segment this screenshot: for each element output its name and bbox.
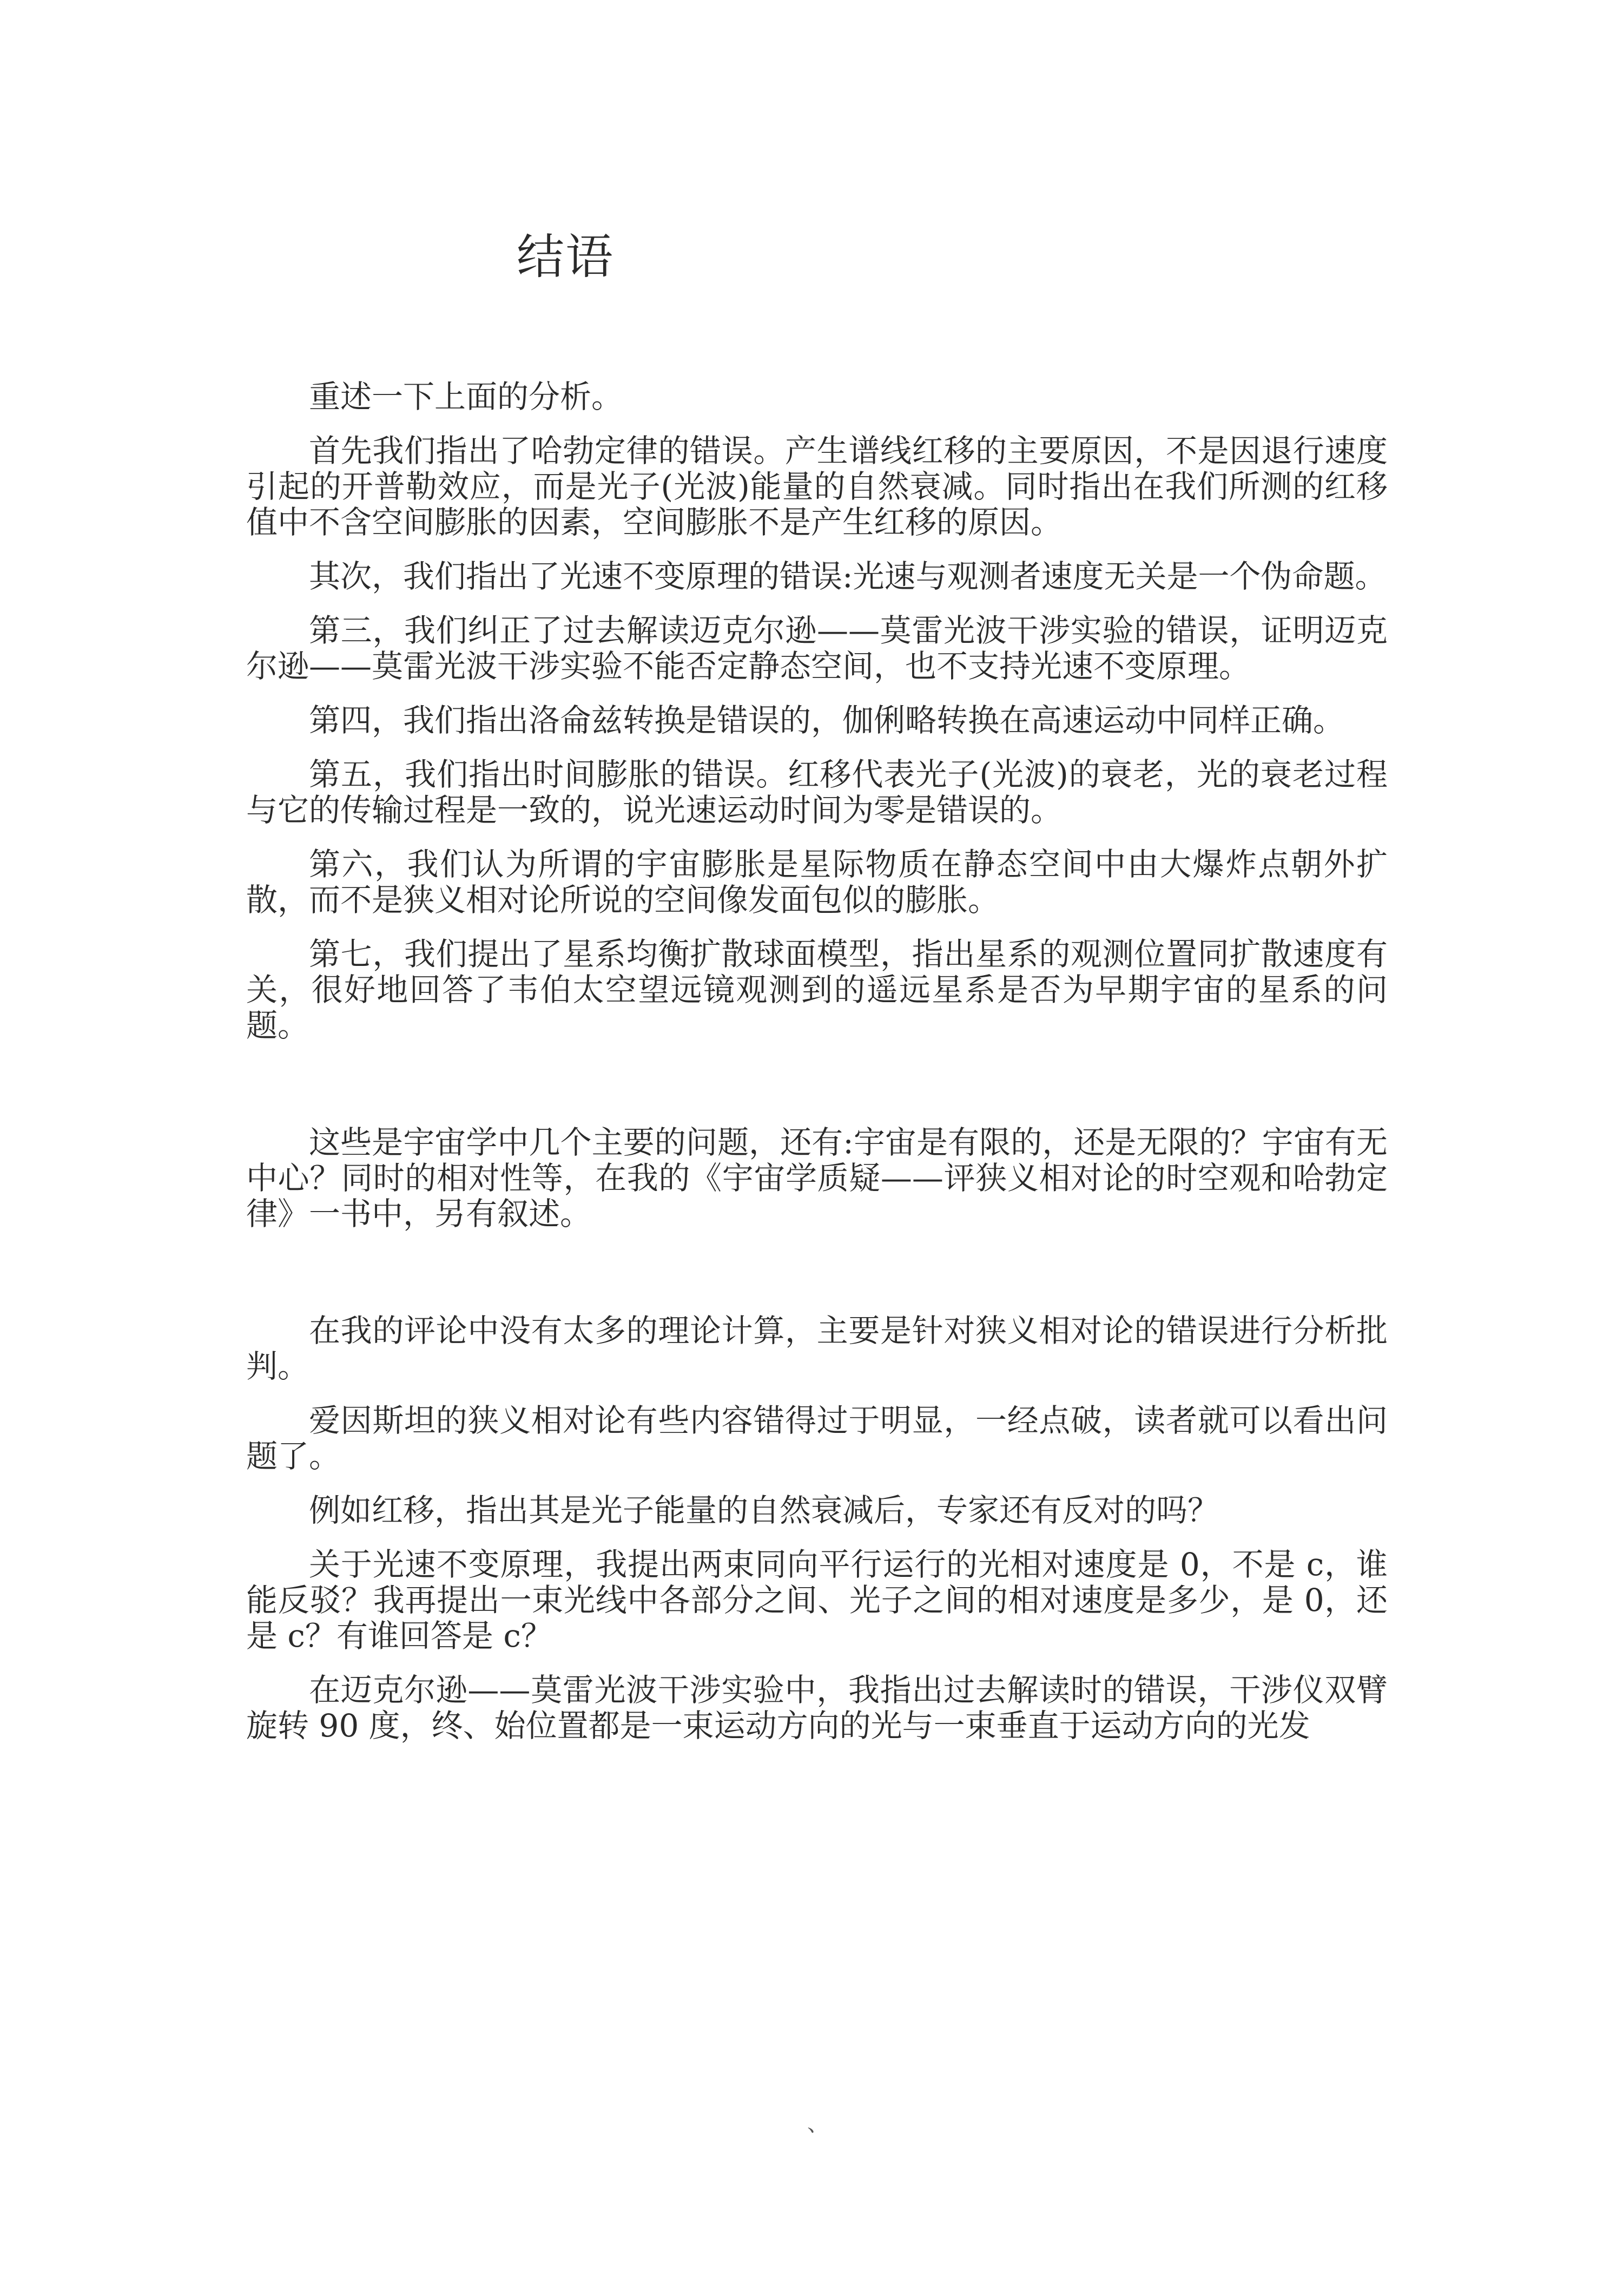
- paragraph: 第五，我们指出时间膨胀的错误。红移代表光子(光波)的衰老，光的衰老过程与它的传输过程是一致的，说光速运动时间为零是错误的。: [246, 756, 1388, 828]
- footer-mark: 、: [807, 2111, 829, 2136]
- paragraph: 例如红移，指出其是光子能量的自然衰减后，专家还有反对的吗？: [309, 1492, 1219, 1529]
- document-body: [246, 379, 1388, 1762]
- paragraph: 重述一下上面的分析。: [309, 378, 623, 415]
- paragraph: 第三，我们纠正了过去解读迈克尔逊——莫雷光波干涉实验的错误，证明迈克尔逊——莫雷光波干涉实验不能否定静态空间，也不支持光速不变原理。: [246, 612, 1388, 685]
- paragraph: 关于光速不变原理，我提出两束同向平行运行的光相对速度是 0，不是 c，谁能反驳？我再提出一束光线中各部分之间、光子之间的相对速度是多少，是 0，还是 c？有谁回答是 c？: [246, 1546, 1388, 1654]
- paragraph: 这些是宇宙学中几个主要的问题，还有:宇宙是有限的，还是无限的？宇宙有无中心？同时的相对性等，在我的《宇宙学质疑——评狭义相对论的时空观和哈勃定律》一书中，另有叙述。: [246, 1124, 1388, 1232]
- paragraph: 第四，我们指出洛侖兹转换是错误的，伽俐略转换在高速运动中同样正确。: [309, 702, 1345, 739]
- paragraph: 第六，我们认为所谓的宇宙膨胀是星际物质在静态空间中由大爆炸点朝外扩散，而不是狭义相对论所说的空间像发面包似的膨胀。: [246, 846, 1388, 918]
- paragraph: 在迈克尔逊——莫雷光波干涉实验中，我指出过去解读时的错误，干涉仪双臂旋转 90 度，终、始位置都是一束运动方向的光与一束垂直于运动方向的光发: [246, 1672, 1388, 1744]
- paragraph: 首先我们指出了哈勃定律的错误。产生谱线红移的主要原因，不是因退行速度引起的开普勒效应，而是光子(光波)能量的自然衰减。同时指出在我们所测的红移值中不含空间膨胀的因素，空间膨胀不是产生红移的原因。: [246, 432, 1388, 541]
- paragraph: 第七，我们提出了星系均衡扩散球面模型，指出星系的观测位置同扩散速度有关，很好地回答了韦伯太空望远镜观测到的遥远星系是否为早期宇宙的星系的问题。: [246, 936, 1388, 1044]
- paragraph: 其次，我们指出了光速不变原理的错误:光速与观测者速度无关是一个伪命题。: [309, 558, 1387, 595]
- paragraph: 爱因斯坦的狭义相对论有些内容错得过于明显，一经点破，读者就可以看出问题了。: [246, 1402, 1388, 1475]
- paragraph: 在我的评论中没有太多的理论计算，主要是针对狭义相对论的错误进行分析批判。: [246, 1312, 1388, 1385]
- page-title: 结语: [517, 229, 615, 285]
